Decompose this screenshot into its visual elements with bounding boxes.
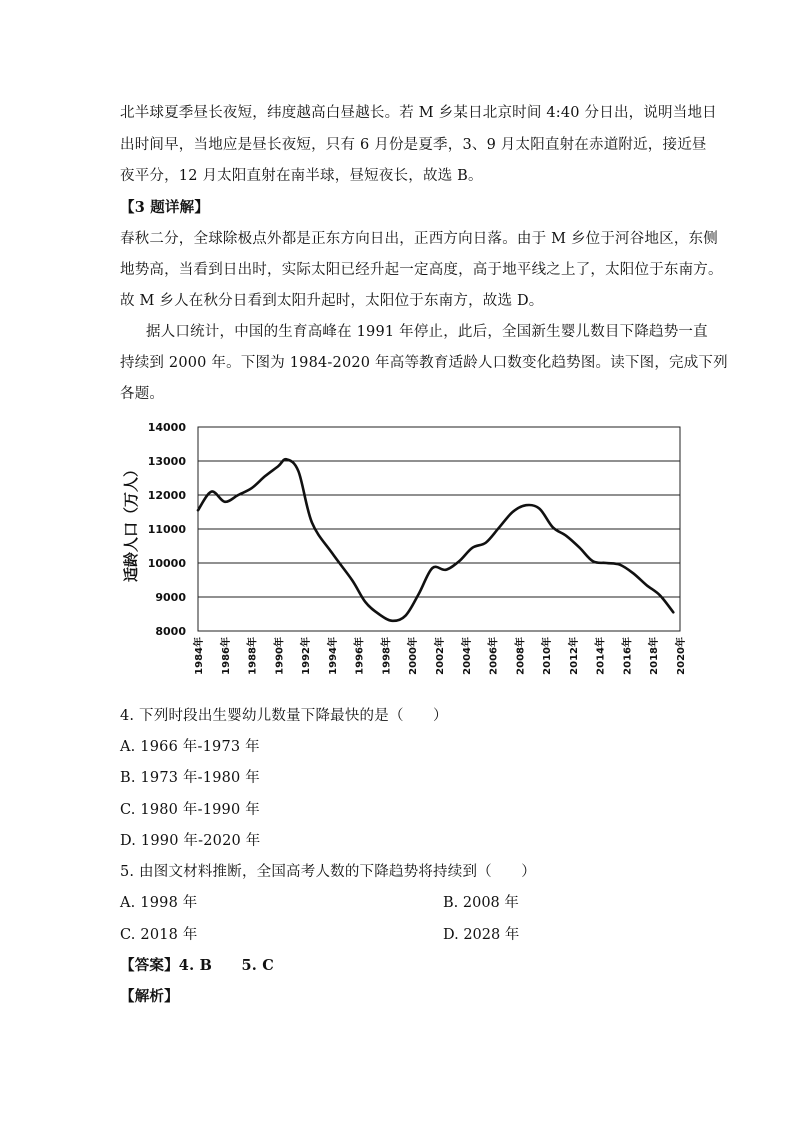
question-4-option-a: A. 1966 年-1973 年 (120, 739, 260, 755)
y-tick-label: 9000 (155, 591, 186, 604)
paragraph-2-line-2: 地势高，当看到日出时，实际太阳已经升起一定高度，高于地平线之上了，太阳位于东南方。 (120, 262, 723, 278)
x-tick-label: 1990年 (274, 637, 286, 675)
paragraph-2-line-1: 春秋二分，全球除极点外都是正东方向日出，正西方向日落。由于 M 乡位于河谷地区，东侧 (120, 231, 718, 247)
x-tick-label: 1984年 (194, 637, 205, 675)
x-tick-label: 1992年 (301, 637, 313, 675)
x-tick-labels (192, 637, 687, 675)
question-5-option-d: D. 2028 年 (443, 927, 520, 943)
paragraph-3-line-1: 据人口统计，中国的生育高峰在 1991 年停止，此后，全国新生婴儿数目下降趋势一直 (146, 324, 708, 340)
x-tick-label: 1986年 (220, 637, 232, 675)
question-4-option-b: B. 1973 年-1980 年 (120, 770, 260, 786)
question-4-option-d: D. 1990 年-2020 年 (120, 833, 261, 849)
section-heading-3: 【3 题详解】 (120, 199, 210, 216)
y-tick-label: 12000 (147, 489, 186, 502)
x-tick-label: 1998年 (381, 637, 393, 675)
y-tick-label: 11000 (147, 523, 186, 536)
y-tick-label: 13000 (147, 455, 186, 468)
x-tick-label: 2004年 (461, 637, 473, 675)
question-5-option-a: A. 1998 年 (120, 895, 198, 911)
question-4: 4. 下列时段出生婴幼儿数量下降最快的是（ ） (120, 708, 448, 724)
paragraph-2-line-3: 故 M 乡人在秋分日看到太阳升起时，太阳位于东南方，故选 D。 (120, 293, 544, 309)
y-tick-label: 10000 (147, 557, 186, 570)
y-tick-label: 14000 (147, 421, 186, 434)
paragraph-3-line-3: 各题。 (120, 386, 165, 402)
y-axis-label: 适龄人口（万人） (122, 461, 140, 583)
x-tick-label: 2002年 (435, 637, 446, 675)
question-5-option-b: B. 2008 年 (443, 895, 519, 911)
x-tick-label: 2008年 (515, 637, 527, 675)
x-tick-label: 1994年 (327, 637, 339, 675)
x-tick-label: 2010年 (542, 637, 554, 675)
question-4-option-c: C. 1980 年-1990 年 (120, 802, 260, 818)
answer-line: 【答案】4. B 5. C (120, 957, 274, 974)
question-5: 5. 由图文材料推断，全国高考人数的下降趋势将持续到（ ） (120, 864, 536, 880)
x-tick-label: 1988年 (247, 637, 259, 675)
x-tick-label: 2014年 (595, 637, 607, 675)
x-tick-label: 1996年 (354, 637, 366, 675)
x-tick-label: 2012年 (568, 637, 580, 675)
question-5-option-c: C. 2018 年 (120, 927, 198, 943)
analysis-heading: 【解析】 (120, 988, 179, 1005)
x-tick-label: 2018年 (649, 637, 661, 675)
x-tick-label: 2006年 (488, 637, 500, 675)
population-trend-chart (120, 412, 690, 692)
x-tick-label: 2020年 (676, 637, 687, 675)
paragraph-1-line-1: 北半球夏季昼长夜短，纬度越高白昼越长。若 M 乡某日北京时间 4:40 分日出，说明当地日 (120, 105, 717, 121)
y-tick-label: 8000 (155, 625, 186, 638)
paragraph-1-line-3: 夜平分，12 月太阳直射在南半球，昼短夜长，故选 B。 (120, 168, 483, 184)
paragraph-1-line-2: 出时间早，当地应是昼长夜短，只有 6 月份是夏季，3、9 月太阳直射在赤道附近，接近昼 (120, 137, 707, 153)
y-tick-labels (148, 421, 187, 638)
grid-lines (198, 461, 680, 597)
paragraph-3-line-2: 持续到 2000 年。下图为 1984-2020 年高等教育适龄人口数变化趋势图。读下图，完成下列 (120, 355, 728, 371)
x-tick-label: 2000年 (408, 637, 420, 675)
x-tick-label: 2016年 (622, 637, 634, 675)
